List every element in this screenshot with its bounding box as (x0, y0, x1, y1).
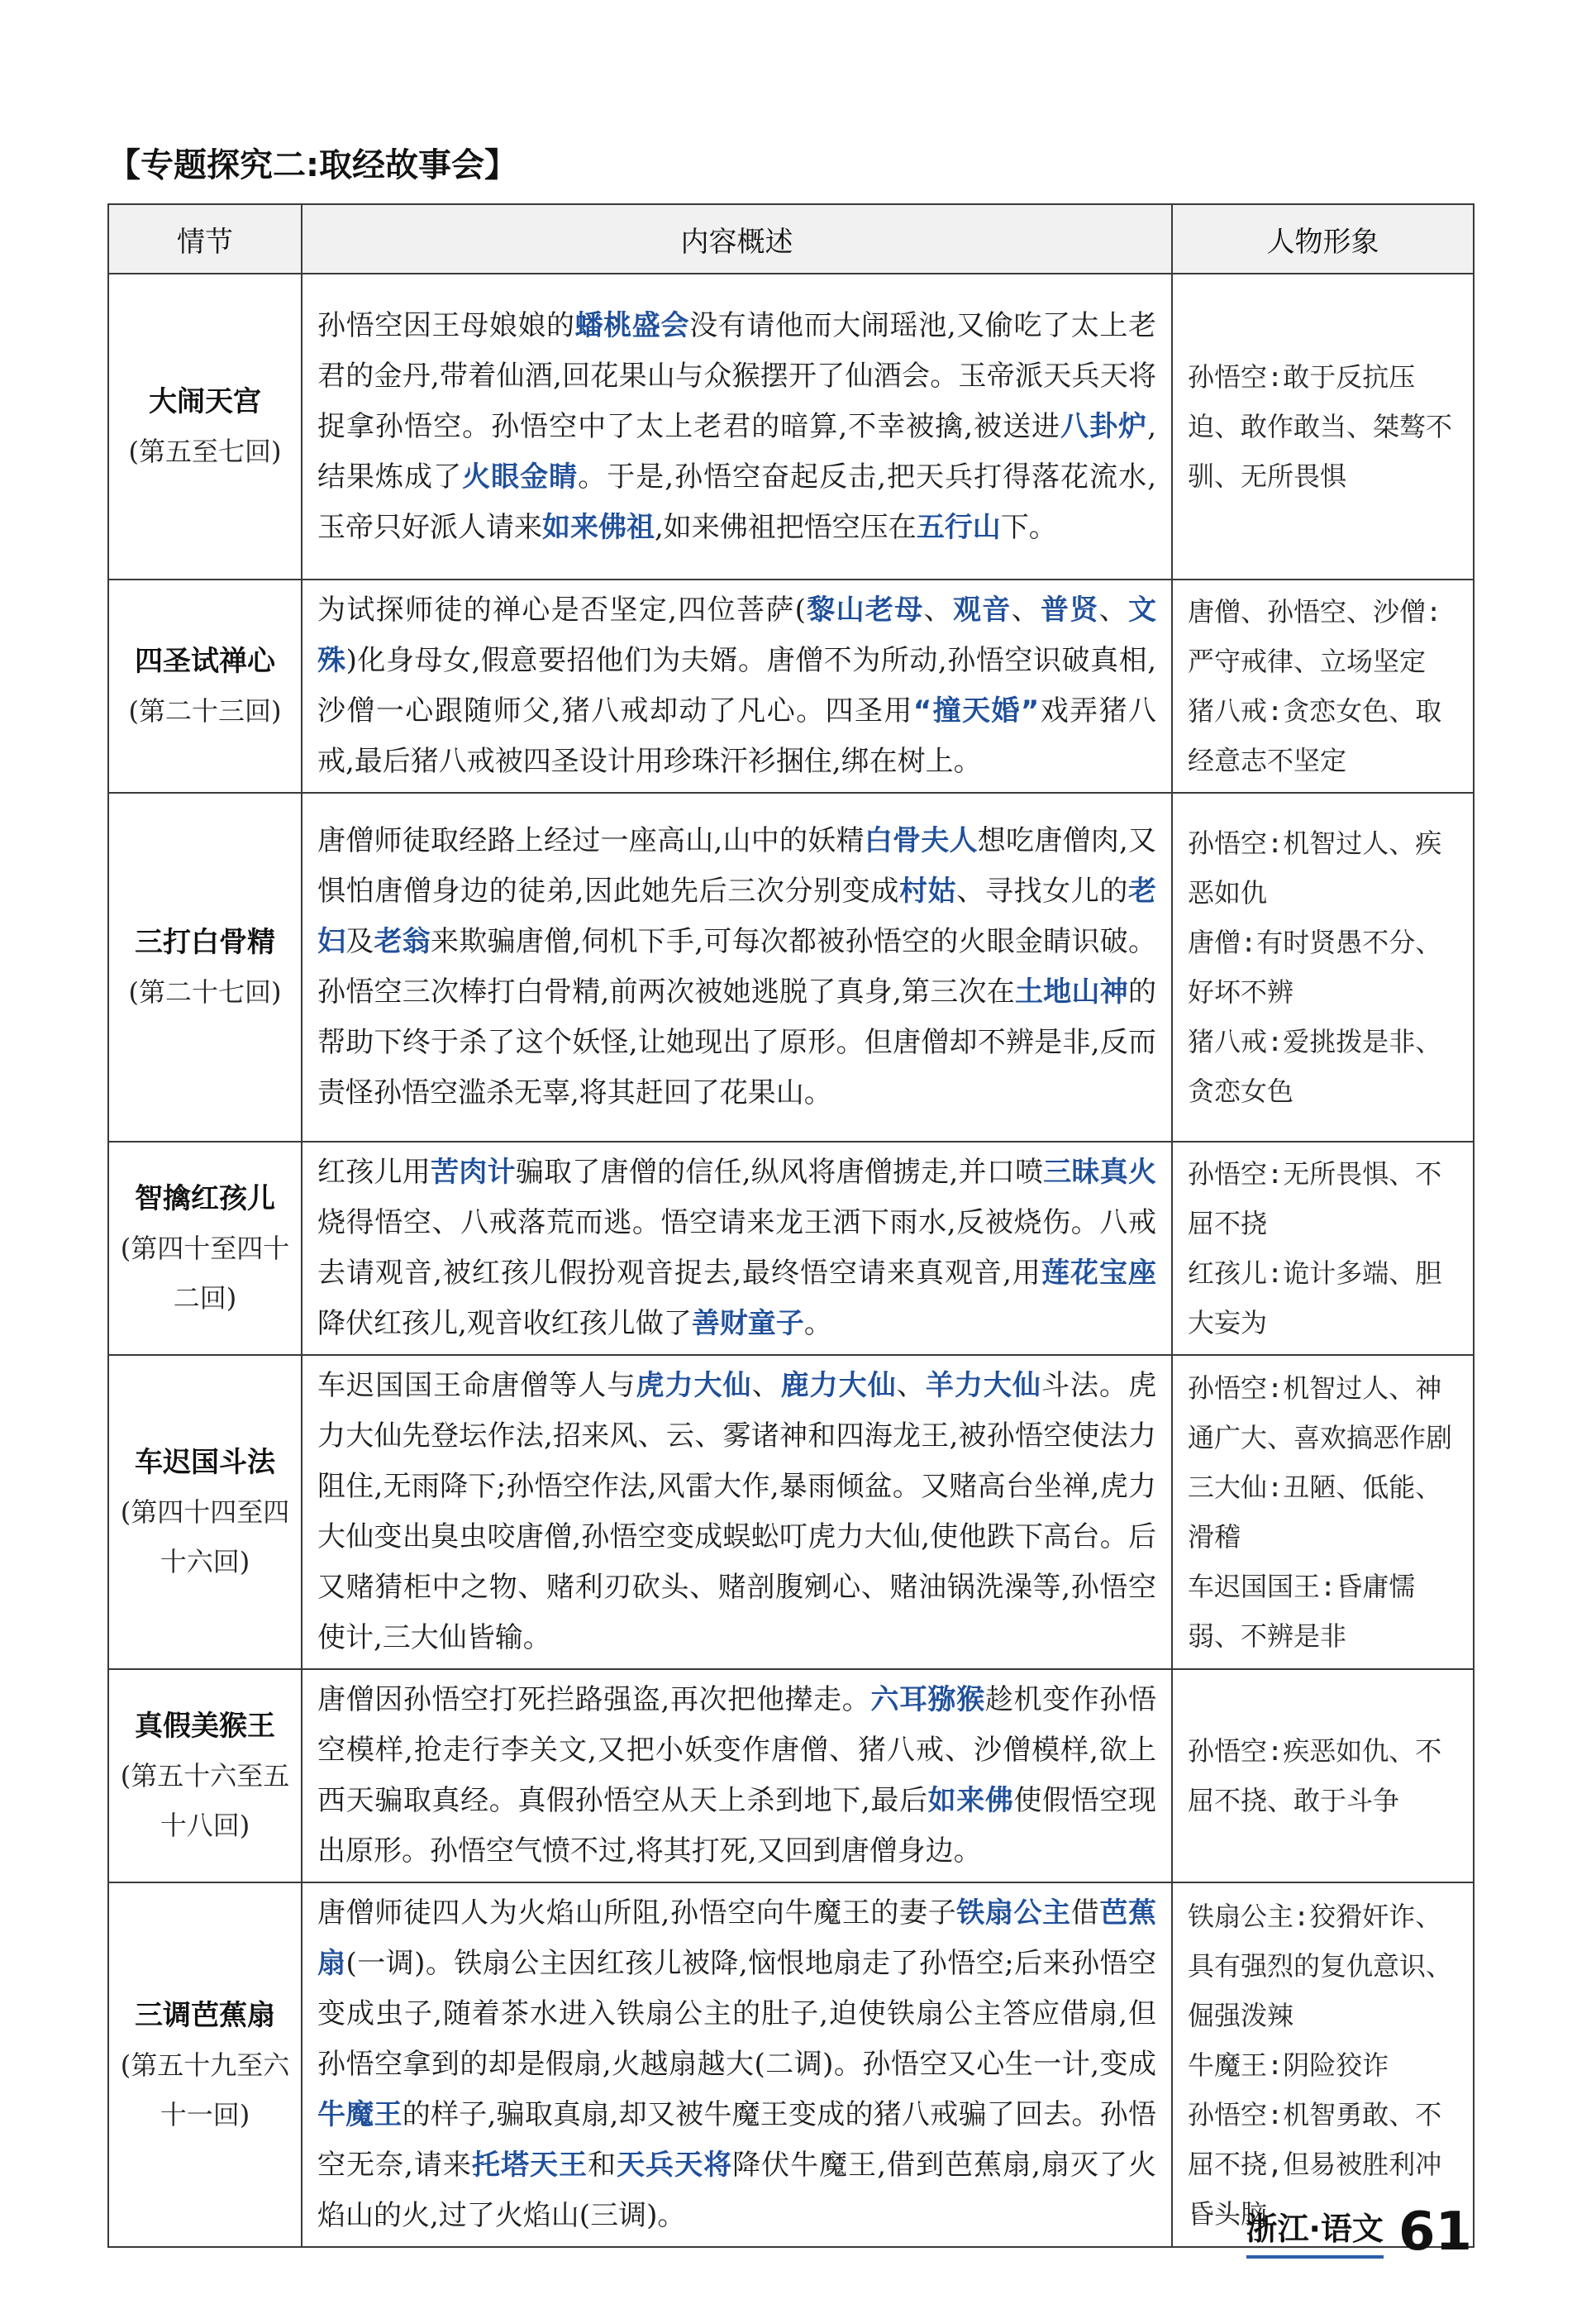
character-image-line: 孙悟空:机智过人、疾恶如仇 (1188, 828, 1442, 909)
character-image-line: 唐僧、孙悟空、沙僧:严守戒律、立场坚定 (1188, 596, 1442, 677)
page-title: 【专题探究二:取经故事会】 (107, 146, 517, 184)
summary-text: ,结果炼成了 (317, 409, 1156, 494)
page-number: 61 (1398, 2202, 1472, 2263)
character-image-line: 孙悟空:机智勇敢、不屈不挠,但易被胜利冲昏头脑 (1188, 2098, 1442, 2230)
episode-cell (108, 793, 302, 1142)
summary-text: 趁机变作孙悟空模样,抢走行李关文,又把小妖变作唐僧、猪八戒、沙僧模样,欲上西天骗取真经。真假孙悟空从天上杀到地下,最后 (317, 1683, 1157, 1817)
episode-name: 大闹天宫 (149, 385, 261, 418)
character-image-cell (1172, 1669, 1474, 1882)
summary-text: 、 (1011, 594, 1041, 627)
summary-cell (302, 1355, 1172, 1669)
page-footer (1246, 2202, 1473, 2263)
highlight-term: 黎山老母 (805, 594, 924, 627)
highlight-term: 苦肉计 (430, 1156, 516, 1189)
summary-cell (302, 793, 1172, 1142)
highlight-term: 八卦炉 (1060, 409, 1148, 443)
summary-text: 来欺骗唐僧,伺机下手,可每次都被孙悟空的火眼金睛识破。孙悟空三次棒打白骨精,前两次被她逃脱了真身,第三次在 (317, 925, 1157, 1009)
summary-text: 的样子,骗取真扇,却又被牛魔王变成的猪八戒骗了回去。孙悟空无奈,请来 (317, 2098, 1157, 2182)
summary-text: 唐僧因孙悟空打死拦路强盗,再次把他撵走。 (317, 1683, 871, 1716)
header-summary: 内容概述 (302, 204, 1172, 274)
summary-text: 下。 (1000, 510, 1057, 544)
highlight-term: 六耳猕猴 (870, 1683, 985, 1716)
highlight-term: 莲花宝座 (1041, 1257, 1157, 1290)
highlight-term: 三昧真火 (1043, 1156, 1157, 1189)
summary-text: 和 (588, 2149, 617, 2182)
highlight-term: 老妇 (317, 875, 1157, 958)
summary-text: 孙悟空因王母娘娘的 (317, 308, 575, 342)
highlight-term: 虎力大仙 (636, 1369, 752, 1402)
episode-name: 车迟国斗法 (135, 1446, 275, 1479)
highlight-term: 火眼金睛 (462, 460, 579, 494)
highlight-term: 五行山 (916, 510, 1001, 544)
summary-cell (302, 274, 1172, 580)
highlight-term: 蟠桃盛会 (574, 308, 690, 342)
highlight-term: 观音 (952, 594, 1012, 627)
summary-text: 红孩儿用 (317, 1156, 431, 1189)
episode-chapters: (第四十四至四十六回) (120, 1496, 290, 1577)
summary-text: 斗法。虎力大仙先登坛作法,招来风、云、雾诸神和四海龙王,被孙悟空使法力阻住,无雨降下;孙悟空作法,风雷大作,暴雨倾盆。又赌高台坐禅,虎力大仙变出臭虫咬唐僧,孙悟空变成蜈蚣叮虎力大仙,使他跌下高台。后又赌猜柜中之物、赌利刃砍头、赌剖腹剜心、赌油锅洗澡等,孙悟空使计,三大仙皆输。 (317, 1369, 1157, 1654)
episode-chapters: (第二十七回) (128, 976, 282, 1008)
highlight-term: 芭蕉扇 (317, 1896, 1157, 1980)
highlight-term: 村姑 (898, 875, 957, 908)
character-image-line: 孙悟空:机智过人、神通广大、喜欢搞恶作剧 (1188, 1372, 1453, 1453)
story-table (107, 203, 1475, 2248)
summary-text: 的帮助下终于杀了这个妖怪,让她现出了原形。但唐僧却不辨是非,反而责怪孙悟空滥杀无辜,将其赶回了花果山。 (317, 976, 1156, 1109)
summary-text: 、寻找女儿的 (956, 875, 1129, 908)
table-body (108, 274, 1474, 2247)
summary-text: )化身母女,假意要招他们为夫婿。唐僧不为所动,孙悟空识破真相,沙僧一心跟随师父,猪八戒却动了凡心。四圣用 (317, 644, 1157, 728)
character-image-line: 红孩儿:诡计多端、胆大妄为 (1188, 1257, 1442, 1338)
character-image-line: 牛魔王:阴险狡诈 (1188, 2049, 1389, 2081)
footer-region: 浙江·语文 (1246, 2203, 1384, 2259)
summary-text: (一调)。铁扇公主因红孩儿被降,恼恨地扇走了孙悟空;后来孙悟空变成虫子,随着茶水进入铁扇公主的肚子,迫使铁扇公主答应借扇,但孙悟空拿到的却是假扇,火越扇越大(二调)。孙悟空又心生一计,变成 (317, 1947, 1157, 2081)
summary-text: 车迟国国王命唐僧等人与 (317, 1369, 636, 1402)
summary-text: 、 (751, 1369, 781, 1402)
highlight-term: “撞天婚” (912, 694, 1040, 728)
summary-cell (302, 1882, 1172, 2247)
header-episode: 情节 (108, 204, 302, 274)
character-image-line: 孙悟空:无所畏惧、不屈不挠 (1188, 1158, 1442, 1239)
episode-name: 三打白骨精 (135, 926, 275, 959)
summary-text: 使假悟空现出原形。孙悟空气愤不过,将其打死,又回到唐僧身边。 (317, 1784, 1157, 1868)
summary-text: 、 (1098, 594, 1129, 627)
episode-chapters: (第四十至四十二回) (120, 1233, 290, 1314)
episode-name: 真假美猴王 (135, 1710, 275, 1743)
summary-text: 及 (345, 925, 374, 958)
summary-text: 没有请他而大闹瑶池,又偷吃了太上老君的金丹,带着仙酒,回花果山与众猴摆开了仙酒会。玉帝派天兵天将捉拿孙悟空。孙悟空中了太上老君的暗算,不幸被擒,被送进 (317, 308, 1157, 443)
episode-name: 智擒红孩儿 (135, 1182, 275, 1215)
summary-cell (302, 580, 1172, 793)
table-row (108, 580, 1474, 793)
character-image-cell (1172, 1882, 1474, 2247)
summary-cell (302, 1669, 1172, 1882)
summary-text: 唐僧师徒取经路上经过一座高山,山中的妖精 (317, 824, 865, 857)
summary-text: 、 (923, 594, 953, 627)
table-row (108, 1882, 1474, 2247)
highlight-term: 白骨夫人 (864, 824, 978, 857)
summary-text: ,如来佛祖把悟空压在 (655, 510, 917, 544)
summary-text: 想吃唐僧肉,又惧怕唐僧身边的徒弟,因此她先后三次分别变成 (317, 824, 1157, 908)
highlight-term: 铁扇公主 (956, 1896, 1071, 1930)
highlight-term: 如来佛祖 (542, 510, 655, 544)
character-image-line: 猪八戒:爱挑拨是非、贪恋女色 (1188, 1026, 1442, 1107)
character-image-cell (1172, 1142, 1474, 1355)
summary-text: 为试探师徒的禅心是否坚定,四位菩萨( (317, 594, 806, 627)
episode-cell (108, 1882, 302, 2247)
character-image-cell (1172, 580, 1474, 793)
highlight-term: 天兵天将 (617, 2149, 733, 2182)
table-row (108, 1669, 1474, 1882)
highlight-term: 牛魔王 (317, 2098, 403, 2131)
episode-cell (108, 274, 302, 580)
table-row (108, 1355, 1474, 1669)
character-image-line: 铁扇公主:狡猾奸诈、具有强烈的复仇意识、倔强泼辣 (1188, 1900, 1453, 2031)
table-row (108, 793, 1474, 1142)
highlight-term: 羊力大仙 (925, 1369, 1041, 1402)
summary-text: 、 (896, 1369, 926, 1402)
summary-text: 戏弄猪八戒,最后猪八戒被四圣设计用珍珠汗衫捆住,绑在树上。 (317, 694, 1157, 778)
character-image-cell (1172, 1355, 1474, 1669)
character-image-line: 孙悟空:疾恶如仇、不屈不挠、敢于斗争 (1188, 1735, 1442, 1816)
summary-text: 烧得悟空、八戒落荒而逃。悟空请来龙王洒下雨水,反被烧伤。八戒去请观音,被红孩儿假扮观音捉去,最终悟空请来真观音,用 (317, 1206, 1156, 1290)
highlight-term: 托塔天王 (471, 2149, 588, 2182)
table-row (108, 1142, 1474, 1355)
episode-cell (108, 1669, 302, 1882)
episode-name: 四圣试禅心 (135, 645, 275, 678)
summary-text: 降伏牛魔王,借到芭蕉扇,扇灭了火焰山的火,过了火焰山(三调)。 (317, 2149, 1157, 2232)
episode-name: 三调芭蕉扇 (135, 1998, 275, 2032)
highlight-term: 老翁 (374, 925, 431, 958)
character-image-line: 孙悟空:敢于反抗压迫、敢作敢当、桀骜不驯、无所畏惧 (1188, 361, 1453, 492)
table-header-row (108, 204, 1474, 274)
character-image-cell (1172, 274, 1474, 580)
summary-cell (302, 1142, 1172, 1355)
highlight-term: 鹿力大仙 (780, 1369, 897, 1402)
episode-cell (108, 1355, 302, 1669)
character-image-line: 猪八戒:贪恋女色、取经意志不坚定 (1188, 695, 1442, 776)
highlight-term: 如来佛 (927, 1784, 1014, 1817)
episode-cell (108, 1142, 302, 1355)
episode-chapters: (第五十六至五十八回) (120, 1760, 290, 1841)
highlight-term: 文殊 (317, 594, 1157, 677)
summary-text: 。 (803, 1307, 832, 1340)
summary-text: 骗取了唐僧的信任,纵风将唐僧掳走,并口喷 (515, 1156, 1044, 1189)
highlight-term: 善财童子 (691, 1307, 804, 1340)
episode-cell (108, 580, 302, 793)
episode-chapters: (第二十三回) (128, 695, 282, 727)
summary-text: 降伏红孩儿,观音收红孩儿做了 (317, 1307, 692, 1340)
summary-text: 唐僧师徒四人为火焰山所阻,孙悟空向牛魔王的妻子 (317, 1896, 957, 1930)
character-image-line: 唐僧:有时贤愚不分、好坏不辨 (1188, 927, 1442, 1008)
header-image: 人物形象 (1172, 204, 1474, 274)
character-image-cell (1172, 793, 1474, 1142)
highlight-term: 普贤 (1040, 594, 1099, 627)
summary-text: 。于是,孙悟空奋起反击,把天兵打得落花流水,玉帝只好派人请来 (317, 460, 1157, 544)
character-image-line: 车迟国国王:昏庸懦弱、不辨是非 (1188, 1571, 1416, 1652)
summary-text: 借 (1070, 1896, 1100, 1930)
character-image-line: 三大仙:丑陋、低能、滑稽 (1188, 1472, 1442, 1553)
table-row (108, 274, 1474, 580)
episode-chapters: (第五十九至六十一回) (120, 2049, 290, 2130)
highlight-term: 土地山神 (1015, 976, 1128, 1009)
episode-chapters: (第五至七回) (128, 436, 282, 467)
